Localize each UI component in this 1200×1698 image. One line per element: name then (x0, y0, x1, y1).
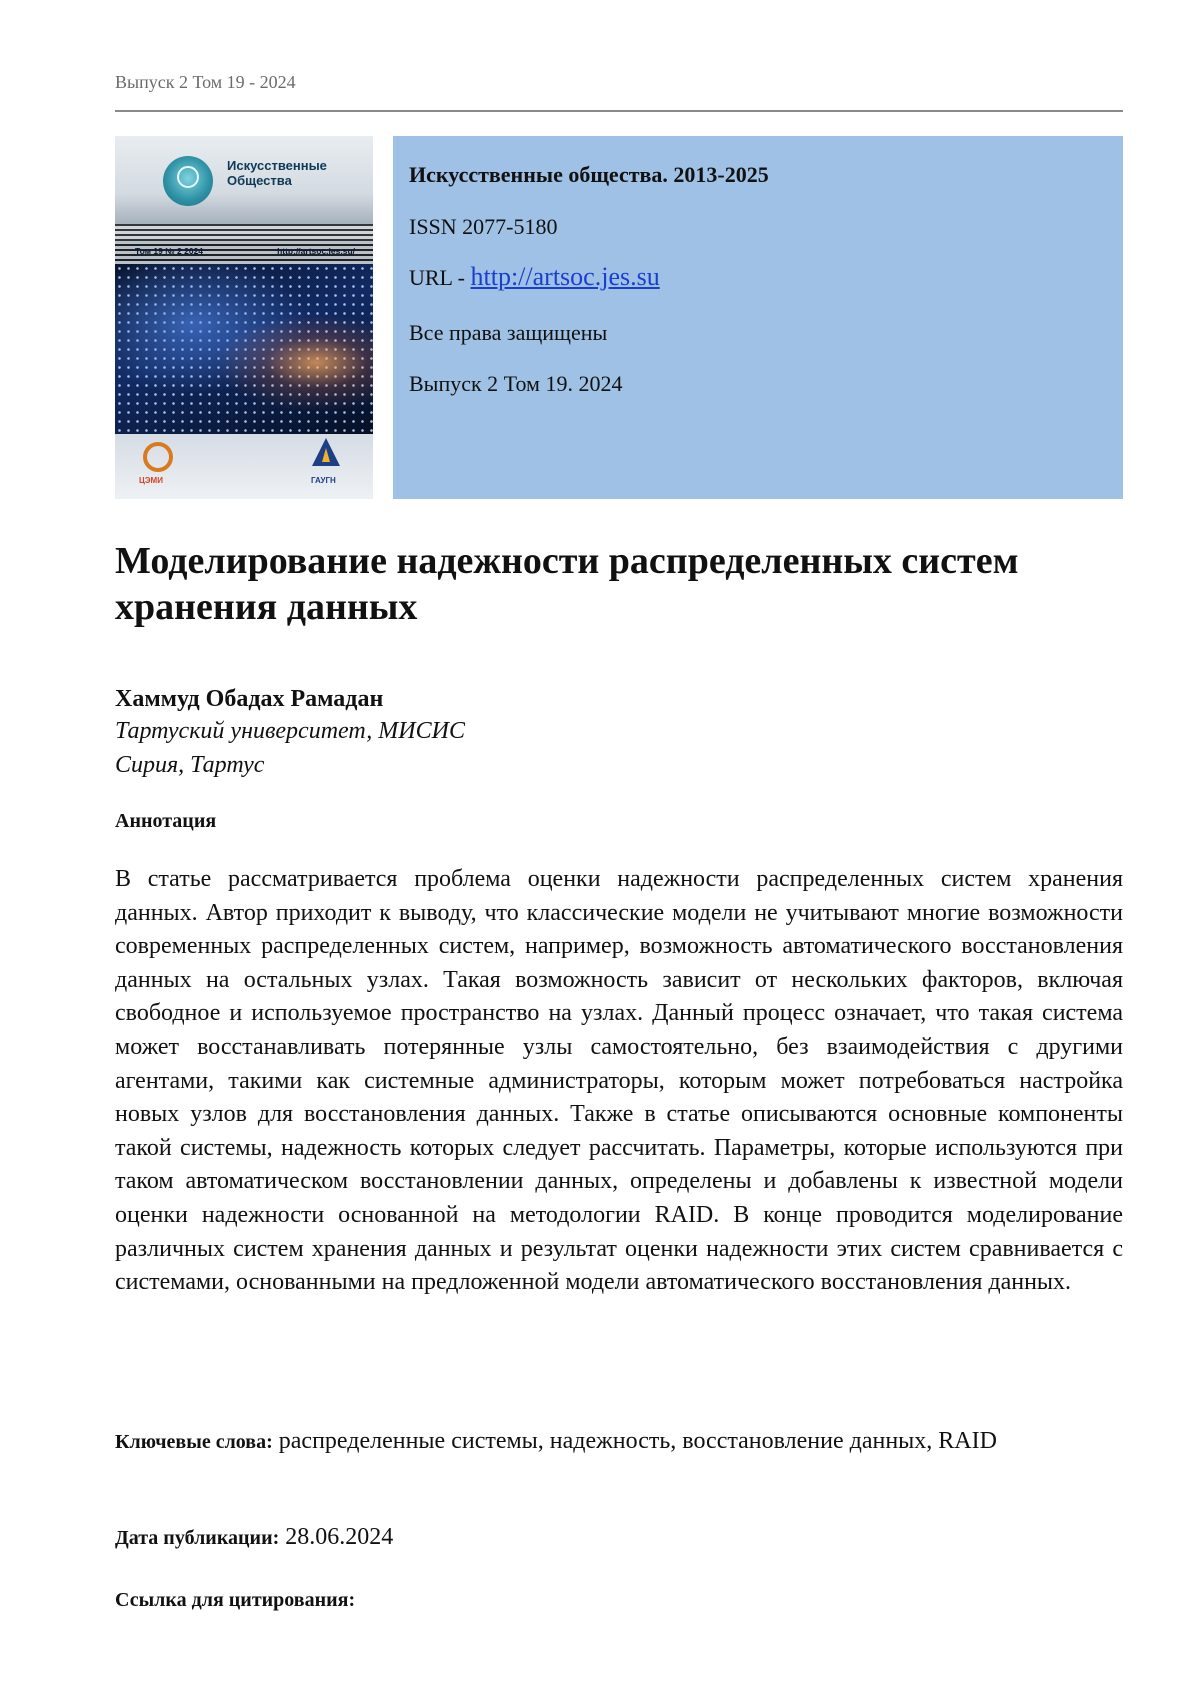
brain-head-icon (163, 156, 213, 206)
cover-issue: Том 19 № 2 2024 (135, 246, 204, 256)
cover-title-line1: Искусственные (227, 158, 327, 173)
cover-stripes (115, 224, 373, 264)
article-title: Моделирование надежности распределенных систем хранения данных (115, 540, 1019, 628)
cover-artwork (115, 264, 373, 434)
brain-icon (177, 166, 199, 188)
abstract-heading: Аннотация (115, 810, 217, 832)
cover-journal-title (227, 158, 327, 188)
cemi-logo-icon (143, 442, 173, 472)
journal-cover-image (115, 136, 373, 499)
citation-line (115, 1584, 1123, 1616)
author-affiliation: Тартуский университет, МИСИС (115, 718, 465, 744)
cover-bottom-band (115, 434, 373, 499)
publication-date-value: 28.06.2024 (285, 1524, 394, 1550)
keywords-value: распределенные системы, надежность, восстановление данных, RAID (278, 1428, 997, 1454)
cover-url: http://artsoc.jes.su/ (277, 246, 355, 256)
keywords-label: Ключевые слова: (115, 1431, 273, 1453)
publication-date-line (115, 1522, 1123, 1554)
keywords-line (115, 1426, 1123, 1458)
journal-issn: ISSN 2077-5180 (409, 214, 558, 239)
abstract-text: В статье рассматривается проблема оценки надежности распределенных систем хранения данных. Автор приходит к выводу, что классические модели не учитывают многие возможности современных распределенных систем, например, возможность автоматического восстановления данных на остальных узлах. Такая возможность зависит от нескольких факторов, включая свободное и используемое пространство на узлах. Данный процесс означает, что такая система может восстанавливать потерянные узлы самостоятельно, без взаимодействия с другими агентами, такими как системные администраторы, которым может потребоваться настройка новых узлов для восстановления данных. Также в статье описываются основные компоненты такой системы, надежность которых следует рассчитать. Параметры, которые используются при таком автоматическом восстановлении данных, определены и добавлены к известной модели оценки надежности основанной на методологии RAID. В конце проводится моделирование различных систем хранения данных и результат оценки надежности этих систем сравнивается с системами, основанными на предложенной модели автоматического восстановления данных. (115, 866, 1123, 1296)
journal-url-link[interactable]: http://artsoc.jes.su (470, 262, 660, 291)
journal-name: Искусственные общества. 2013-2025 (409, 162, 769, 187)
issue-info: Выпуск 2 Том 19. 2024 (409, 371, 623, 396)
rights-notice: Все права защищены (409, 320, 608, 345)
author-name: Хаммуд Обадах Рамадан (115, 686, 384, 712)
cover-title-line2: Общества (227, 173, 292, 188)
gaugn-logo-text: ГАУГН (311, 476, 336, 485)
running-head: Выпуск 2 Том 19 - 2024 (115, 72, 296, 92)
publication-date-label: Дата публикации: (115, 1527, 280, 1549)
citation-label: Ссылка для цитирования: (115, 1589, 356, 1611)
header-divider (115, 110, 1123, 112)
author-location: Сирия, Тартус (115, 752, 265, 778)
cemi-logo-text: ЦЭМИ (139, 476, 163, 485)
journal-info-box (393, 136, 1123, 499)
url-label: URL - (409, 265, 471, 290)
gaugn-logo-accent (322, 448, 330, 462)
journal-url-line (409, 262, 660, 292)
